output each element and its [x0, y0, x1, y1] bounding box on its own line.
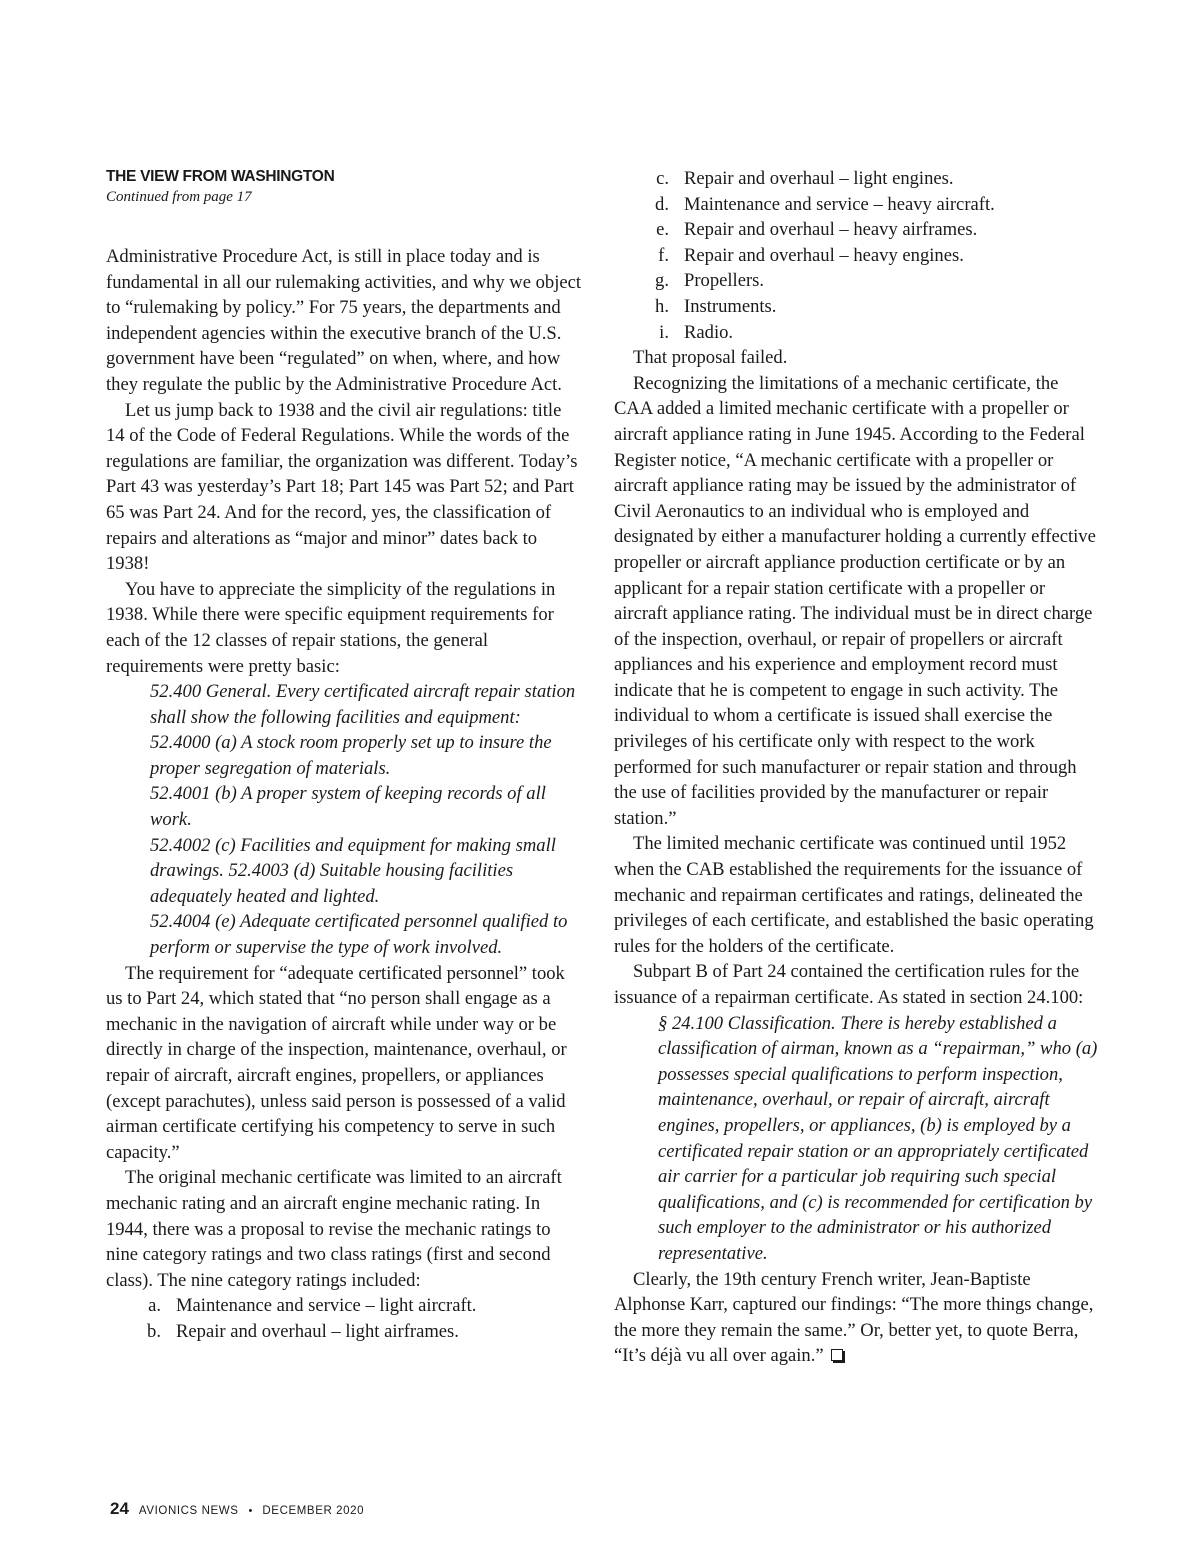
quote-line: 52.4000 (a) A stock room properly set up to insure the proper segregation of materials.	[150, 732, 552, 779]
regulation-quote: § 24.100 Classification. There is hereby established a classification of airman, known as a “repairman,” who (a) possesses special qualifications to perform inspection, maintenance, overhaul, or repair of aircraft, aircraft engines, propellers, or appliances, (b) is employed by a certificated repair station or an appropriately certificated air carrier for a particular job requiring such special qualifications, and (c) is recommended for certification by such employer to the administrator or his authorized representative.	[658, 1012, 1098, 1264]
body-paragraph: That proposal failed.	[633, 347, 788, 369]
page-number: 24	[110, 1499, 129, 1518]
list-marker: d.	[655, 193, 669, 215]
list-item	[106, 1293, 584, 1319]
quote-line: 52.400 General. Every certificated aircraft repair station shall show the following facilities and equipment:	[150, 681, 576, 728]
list-text: Propellers.	[684, 270, 765, 292]
quote-line: 52.4002 (c) Facilities and equipment for making small drawings. 52.4003 (d) Suitable housing facilities adequately heated and lighted.	[150, 834, 556, 907]
body-paragraph: Recognizing the limitations of a mechanic certificate, the CAA added a limited mechanic certificate with a propeller or aircraft appliance rating in June 1945. According to the Federal Register notice, “A mechanic certificate with a propeller or aircraft appliance rating may be issued by the administrator of Civil Aeronautics to an individual who is employed and designated by either a manufacturer holding a currently effective propeller or aircraft appliance production certificate or by an applicant for a repair station certificate with a propeller or aircraft appliance rating. The individual must be in direct charge of the inspection, overhaul, or repair of propellers or aircraft appliances and his experience and employment record must indicate that he is competent to engage in such activity. The individual to whom a certificate is issued shall exercise the privileges of his certificate only with respect to the work performed for such manufacturer or repair station and through the use of facilities provided by the manufacturer or repair station.”	[614, 372, 1096, 829]
right-column	[614, 166, 1098, 1369]
list-text: Repair and overhaul – light airframes.	[176, 1320, 459, 1342]
list-item	[614, 192, 1098, 218]
body-paragraph: The limited mechanic certificate was continued until 1952 when the CAB established the requirements for the issuance of mechanic and repairman certificates and ratings, delineated the privileges of each certificate, and established the basic operating rules for the holders of the certificate.	[614, 833, 1094, 957]
end-mark-icon	[831, 1349, 843, 1361]
page-footer	[110, 1499, 364, 1519]
list-marker: a.	[148, 1295, 161, 1317]
list-item	[614, 217, 1098, 243]
publication-name: AVIONICS NEWS	[138, 1505, 239, 1517]
quote-line: 52.4001 (b) A proper system of keeping records of all work.	[150, 783, 546, 831]
list-marker: g.	[655, 270, 669, 292]
list-item	[614, 320, 1098, 346]
continued-note: Continued from page 17	[106, 189, 252, 205]
body-paragraph: Subpart B of Part 24 contained the certification rules for the issuance of a repairman certificate. As stated in section 24.100:	[614, 961, 1084, 1008]
list-item	[614, 294, 1098, 320]
list-marker: b.	[147, 1320, 161, 1342]
list-marker: e.	[656, 219, 669, 241]
list-text: Repair and overhaul – light engines.	[684, 168, 954, 189]
list-text: Maintenance and service – heavy aircraft.	[684, 193, 995, 215]
body-paragraph: Administrative Procedure Act, is still in place today and is fundamental in all our rulemaking activities, and why we object to “rulemaking by policy.” For 75 years, the departments and independent agencies within the executive branch of the U.S. government have been “regulated” on when, where, and how they regulate the public by the Administrative Procedure Act.	[106, 246, 582, 395]
list-text: Maintenance and service – light aircraft.	[176, 1295, 477, 1317]
list-marker: i.	[659, 321, 669, 343]
closing-text: Clearly, the 19th century French writer, Jean-Baptiste Alphonse Karr, captured our findings: “The more things change, the more they remain the same.” Or, better yet, to quote Berra, “It’s déjà vu all over again.”	[614, 1268, 1094, 1367]
list-marker: h.	[655, 295, 669, 317]
list-text: Instruments.	[684, 295, 777, 317]
list-text: Radio.	[684, 321, 734, 343]
regulation-quote	[106, 679, 584, 961]
list-item	[614, 268, 1098, 294]
left-column	[106, 166, 584, 1345]
closing-paragraph	[614, 1267, 1098, 1369]
body-paragraph: You have to appreciate the simplicity of the regulations in 1938. While there were specific equipment requirements for each of the 12 classes of repair stations, the general requirements were pretty basic:	[106, 578, 556, 677]
quote-line: 52.4004 (e) Adequate certificated personnel qualified to perform or supervise the type of work involved.	[150, 911, 568, 959]
body-paragraph: The requirement for “adequate certificated personnel” took us to Part 24, which stated that “no person shall engage as a mechanic in the navigation of aircraft while under way or be directly in charge of the inspection, maintenance, overhaul, or repair of aircraft, aircraft engines, propellers, or appliances (except parachutes), unless said person is possessed of a valid airman certificate certifying his competency to serve in such capacity.”	[106, 962, 567, 1163]
footer-separator: •	[248, 1505, 253, 1517]
body-paragraph: Let us jump back to 1938 and the civil air regulations: title 14 of the Code of Federal Regulations. While the words of the regulations are familiar, the organization was different. Today’s Part 43 was yesterday’s Part 18; Part 145 was Part 52; and Part 65 was Part 24. And for the record, yes, the classification of repairs and alterations as “major and minor” dates back to 1938!	[106, 399, 578, 575]
section-title: THE VIEW FROM WASHINGTON	[106, 168, 335, 185]
list-marker: f.	[658, 244, 669, 266]
list-item	[106, 1319, 584, 1345]
list-item	[614, 166, 1098, 192]
body-paragraph: The original mechanic certificate was limited to an aircraft mechanic rating and an aircraft engine mechanic rating. In 1944, there was a proposal to revise the mechanic ratings to nine category ratings and two class ratings (first and second class). The nine category ratings included:	[106, 1167, 562, 1291]
list-item	[614, 243, 1098, 269]
issue-date: DECEMBER 2020	[262, 1505, 365, 1517]
list-text: Repair and overhaul – heavy airframes.	[684, 219, 978, 241]
list-text: Repair and overhaul – heavy engines.	[684, 244, 964, 266]
list-marker: c.	[656, 168, 669, 189]
